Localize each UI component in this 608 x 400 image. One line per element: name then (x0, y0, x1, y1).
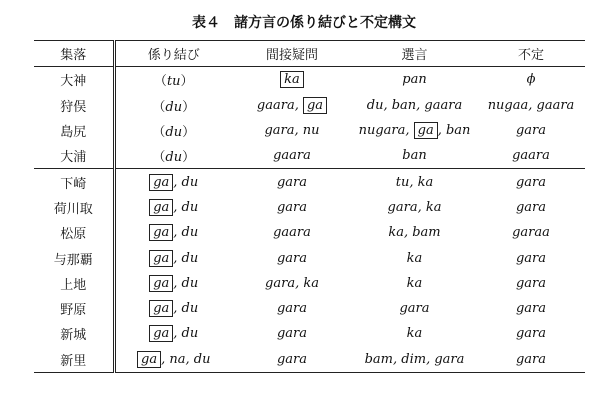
header-kakari-musubi: 係り結び (114, 41, 232, 67)
cell-text: gara (276, 199, 308, 215)
table-title: 表４ 諸方言の係り結びと不定構文 (192, 15, 416, 31)
cell-text: ka (406, 275, 423, 291)
cell-text: gara (276, 174, 308, 190)
kakari-musubi-cell (114, 347, 232, 373)
disjunction-cell (352, 245, 477, 270)
indirect-question-cell (232, 347, 352, 373)
kakari-musubi-cell (114, 67, 232, 93)
cell-text: , du (173, 275, 199, 291)
kakari-musubi-cell (114, 271, 232, 296)
cell-text: （ (152, 150, 166, 166)
disjunction-cell (352, 67, 477, 93)
kakari-musubi-cell (114, 321, 232, 346)
cell-text: tu, ka (395, 174, 434, 190)
cell-text: （ (152, 125, 166, 141)
cell-text: , ban (437, 123, 471, 139)
cell-text: ϕ (526, 72, 536, 88)
cell-text: gara (515, 250, 547, 266)
indirect-question-cell (232, 296, 352, 321)
village-cell: 島尻 (34, 118, 114, 143)
cell-text: gaara (273, 225, 311, 241)
indefinite-cell (477, 118, 585, 143)
cell-text: nugaa, gaara (487, 97, 575, 113)
village-cell: 荷川取 (34, 195, 114, 220)
header-disjunction: 選言 (352, 41, 477, 67)
table-row (34, 195, 585, 220)
disjunction-cell (352, 169, 477, 195)
cell-text: ka (406, 250, 423, 266)
kakari-musubi-cell (114, 93, 232, 118)
kakari-musubi-cell (114, 220, 232, 245)
cell-text: gaara (273, 148, 311, 164)
indirect-question-cell (232, 220, 352, 245)
disjunction-cell (352, 321, 477, 346)
cell-text: pan (402, 72, 427, 88)
cell-text: gara (515, 199, 547, 215)
indirect-question-cell (232, 321, 352, 346)
cell-text: gara (276, 351, 308, 367)
cell-text: ） (182, 99, 196, 115)
indefinite-cell (477, 143, 585, 169)
indefinite-cell (477, 195, 585, 220)
cell-text: bam, dim, gara (364, 351, 465, 367)
cell-text: gara (515, 174, 547, 190)
cell-text: ） (182, 150, 196, 166)
village-cell: 狩俣 (34, 93, 114, 118)
table-row (34, 220, 585, 245)
boxed-particle: ga (149, 199, 173, 216)
village-cell: 松原 (34, 220, 114, 245)
cell-text: gara (515, 326, 547, 342)
indefinite-cell (477, 347, 585, 373)
boxed-particle: ga (149, 300, 173, 317)
cell-text: , du (173, 225, 199, 241)
table-row (34, 271, 585, 296)
table-row (34, 67, 585, 93)
boxed-particle: ga (303, 97, 327, 114)
disjunction-cell (352, 347, 477, 373)
indefinite-cell (477, 321, 585, 346)
cell-text: ） (180, 74, 194, 90)
kakari-musubi-cell (114, 143, 232, 169)
table-row (34, 143, 585, 169)
village-cell: 与那覇 (34, 245, 114, 270)
indirect-question-cell (232, 67, 352, 93)
header-indefinite: 不定 (477, 41, 585, 67)
boxed-particle: ga (149, 224, 173, 241)
table-row (34, 296, 585, 321)
table-row (34, 321, 585, 346)
kakari-musubi-cell (114, 245, 232, 270)
cell-text: , du (173, 326, 199, 342)
disjunction-cell (352, 195, 477, 220)
table-row (34, 118, 585, 143)
cell-text: , du (173, 250, 199, 266)
indirect-question-cell (232, 195, 352, 220)
table-row (34, 93, 585, 118)
indirect-question-cell (232, 245, 352, 270)
indefinite-cell (477, 169, 585, 195)
cell-text: du (165, 125, 183, 141)
header-village: 集落 (34, 41, 114, 67)
indirect-question-cell (232, 118, 352, 143)
village-cell: 新城 (34, 321, 114, 346)
cell-text: ban (402, 148, 427, 164)
indefinite-cell (477, 220, 585, 245)
indefinite-cell (477, 296, 585, 321)
table-row (34, 245, 585, 270)
cell-text: gaara (512, 148, 550, 164)
cell-text: ka, bam (388, 225, 441, 241)
cell-text: gaara, (256, 97, 303, 113)
header-row (34, 41, 585, 67)
indirect-question-cell (232, 93, 352, 118)
table-row (34, 169, 585, 195)
indirect-question-cell (232, 271, 352, 296)
boxed-particle: ka (280, 71, 304, 88)
dialect-table (34, 40, 585, 373)
indirect-question-cell (232, 143, 352, 169)
kakari-musubi-cell (114, 118, 232, 143)
cell-text: gara (276, 326, 308, 342)
disjunction-cell (352, 143, 477, 169)
table-body (34, 67, 585, 373)
disjunction-cell (352, 296, 477, 321)
cell-text: du (165, 150, 183, 166)
boxed-particle: ga (149, 275, 173, 292)
cell-text: gara (515, 301, 547, 317)
cell-text: , du (173, 301, 199, 317)
cell-text: du (165, 99, 183, 115)
cell-text: gara, ka (265, 275, 319, 291)
cell-text: , du (173, 199, 199, 215)
indefinite-cell (477, 93, 585, 118)
cell-text: , na, du (161, 351, 211, 367)
boxed-particle: ga (137, 351, 161, 368)
cell-text: gara, nu (264, 123, 320, 139)
village-cell: 野原 (34, 296, 114, 321)
cell-text: gara, ka (387, 199, 442, 215)
indefinite-cell (477, 245, 585, 270)
cell-text: nugara, (358, 123, 414, 139)
village-cell: 大神 (34, 67, 114, 93)
village-cell: 大浦 (34, 143, 114, 169)
header-indirect-question: 間接疑問 (232, 41, 352, 67)
boxed-particle: ga (414, 122, 438, 139)
cell-text: garaa (512, 225, 550, 241)
cell-text: du, ban, gaara (366, 97, 463, 113)
cell-text: gara (276, 301, 308, 317)
boxed-particle: ga (149, 325, 173, 342)
boxed-particle: ga (149, 174, 173, 191)
cell-text: ka (406, 326, 423, 342)
disjunction-cell (352, 118, 477, 143)
table-row (34, 347, 585, 373)
kakari-musubi-cell (114, 169, 232, 195)
disjunction-cell (352, 93, 477, 118)
cell-text: ） (182, 125, 196, 141)
cell-text: （ (152, 99, 166, 115)
kakari-musubi-cell (114, 296, 232, 321)
cell-text: （ (153, 74, 167, 90)
boxed-particle: ga (149, 250, 173, 267)
village-cell: 新里 (34, 347, 114, 373)
cell-text: , du (173, 174, 199, 190)
disjunction-cell (352, 271, 477, 296)
indirect-question-cell (232, 169, 352, 195)
disjunction-cell (352, 220, 477, 245)
cell-text: tu (166, 74, 181, 90)
cell-text: gara (515, 123, 547, 139)
village-cell: 上地 (34, 271, 114, 296)
cell-text: gara (399, 301, 430, 317)
indefinite-cell (477, 67, 585, 93)
cell-text: gara (515, 275, 547, 291)
indefinite-cell (477, 271, 585, 296)
village-cell: 下崎 (34, 169, 114, 195)
cell-text: gara (515, 351, 547, 367)
kakari-musubi-cell (114, 195, 232, 220)
cell-text: gara (276, 250, 308, 266)
